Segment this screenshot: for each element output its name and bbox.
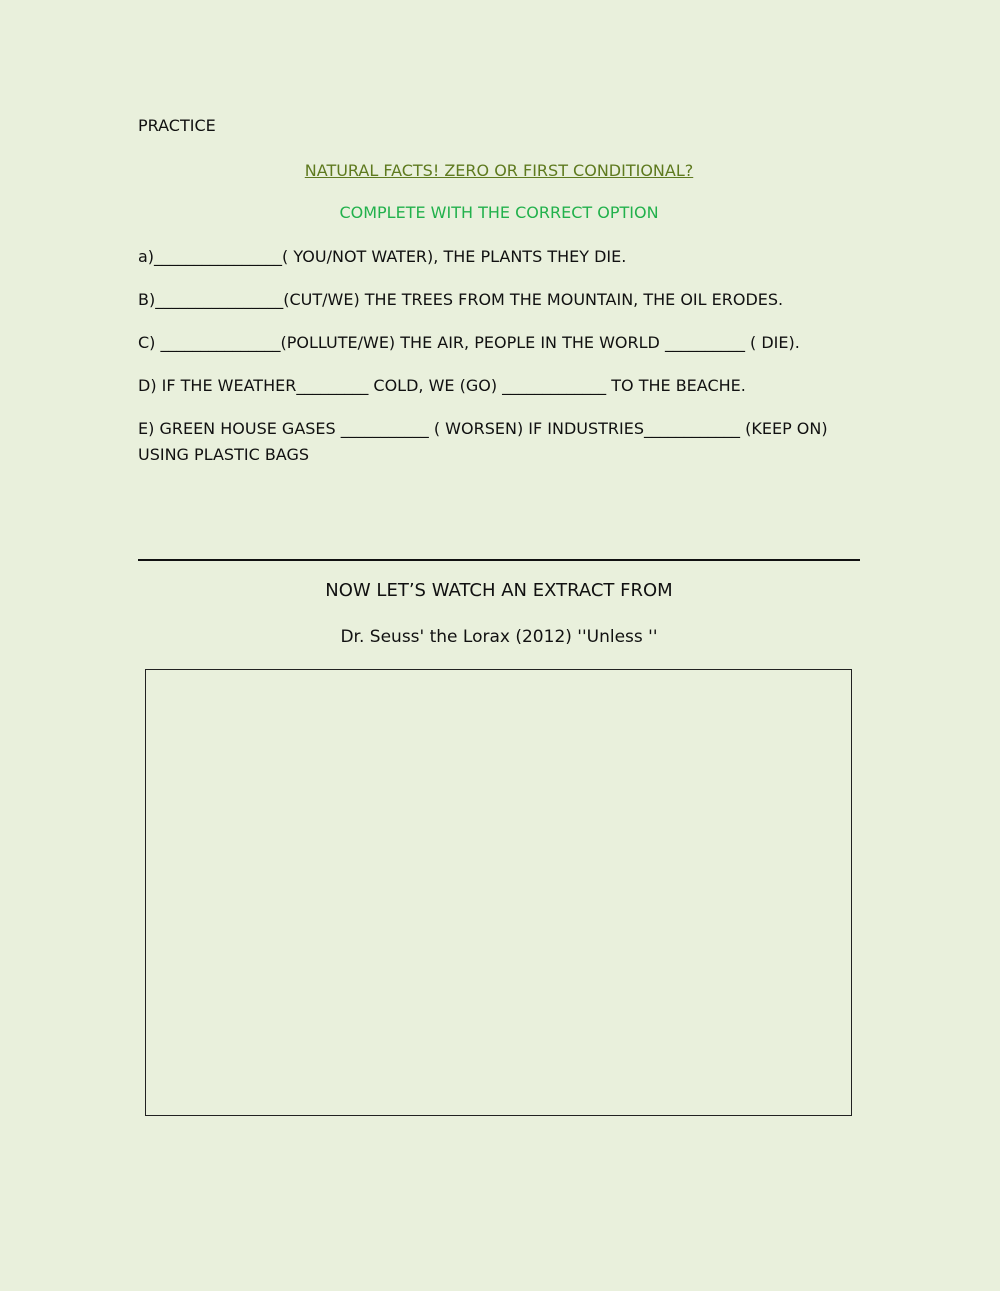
exercise-item-d: D) IF THE WEATHER_________ COLD, WE (GO) _____________ TO THE BEACHE. <box>138 376 746 395</box>
exercise-item-c: C) _______________(POLLUTE/WE) THE AIR, PEOPLE IN THE WORLD __________ ( DIE). <box>138 333 800 352</box>
exercise-item-e: E) GREEN HOUSE GASES ___________ ( WORSEN) IF INDUSTRIES____________ (KEEP ON) USING PLASTIC BAGS <box>138 419 828 464</box>
video-section-heading: NOW LET’S WATCH AN EXTRACT FROM <box>325 580 673 601</box>
worksheet-title: NATURAL FACTS! ZERO OR FIRST CONDITIONAL? <box>304 161 694 180</box>
exercise-item-b: B)________________(CUT/WE) THE TREES FROM THE MOUNTAIN, THE OIL ERODES. <box>138 290 784 309</box>
instruction-text: COMPLETE WITH THE CORRECT OPTION <box>339 203 659 222</box>
video-title: Dr. Seuss' the Lorax (2012) ''Unless '' <box>340 627 658 647</box>
practice-heading: PRACTICE <box>138 116 216 135</box>
exercise-item-a: a)________________( YOU/NOT WATER), THE PLANTS THEY DIE. <box>138 247 627 266</box>
section-divider <box>138 559 860 561</box>
video-embed-frame[interactable] <box>145 669 852 1116</box>
worksheet <box>138 115 860 485</box>
